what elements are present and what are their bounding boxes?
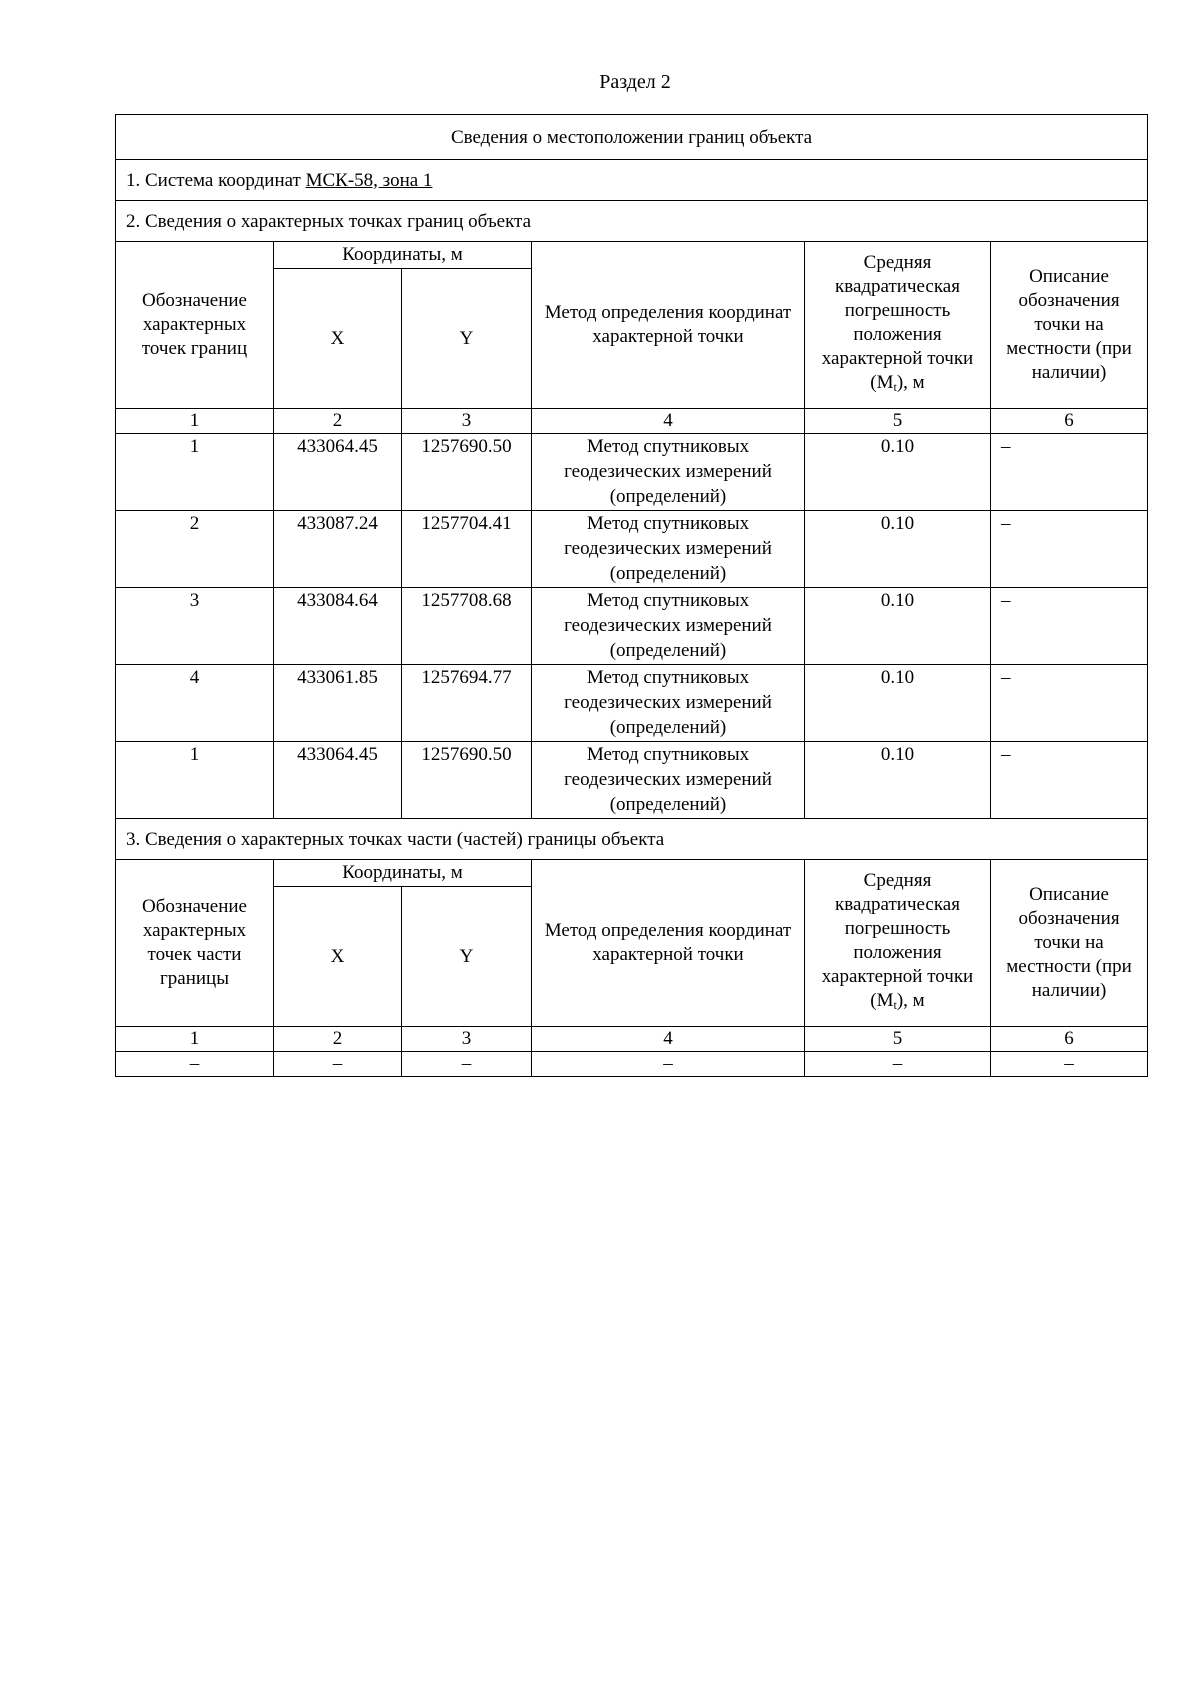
section2-col-numbers-row <box>116 409 1148 434</box>
method-cell: Метод спутниковых геодезических измерений (определений) <box>532 742 805 819</box>
table-row <box>116 588 1148 665</box>
section2-title: 2. Сведения о характерных точках границ объекта <box>116 201 1148 242</box>
table-row <box>116 742 1148 819</box>
table-row <box>116 665 1148 742</box>
col-number: 3 <box>402 409 532 434</box>
description-cell: – <box>991 1052 1148 1077</box>
section3-title-row <box>116 819 1148 860</box>
coordinate-system-value: МСК-58, зона 1 <box>305 169 433 191</box>
col-number: 1 <box>116 1027 274 1052</box>
section3-header-method: Метод определения координат характерной точки <box>532 860 805 1027</box>
col-number: 6 <box>991 1027 1148 1052</box>
col-number: 6 <box>991 409 1148 434</box>
table-row <box>116 511 1148 588</box>
boundary-table <box>115 114 1148 1077</box>
section3-header-error-main: Средняя квадратическая погрешность положения характерной точки (M <box>821 870 974 1011</box>
section3-header-designation: Обозначение характерных точек части границы <box>116 860 274 1027</box>
section2-header-y: Y <box>402 269 532 409</box>
y-cell: 1257704.41 <box>402 511 532 588</box>
coordinate-system-row <box>116 160 1148 201</box>
col-number: 4 <box>532 1027 805 1052</box>
section2-header-designation: Обозначение характерных точек границ <box>116 242 274 409</box>
description-cell: – <box>991 511 1148 588</box>
page-header: Раздел 2 <box>599 71 671 93</box>
col-number: 4 <box>532 409 805 434</box>
y-cell: 1257694.77 <box>402 665 532 742</box>
col-number: 2 <box>274 409 402 434</box>
point-cell: 1 <box>116 434 274 511</box>
col-number: 2 <box>274 1027 402 1052</box>
coordinate-system-cell <box>116 160 1148 201</box>
x-cell: 433084.64 <box>274 588 402 665</box>
point-cell: 2 <box>116 511 274 588</box>
method-cell: Метод спутниковых геодезических измерений (определений) <box>532 588 805 665</box>
table-title-row <box>116 115 1148 160</box>
section3-header-error-tail: ), м <box>896 990 925 1011</box>
description-cell: – <box>991 434 1148 511</box>
error-cell: 0.10 <box>805 665 991 742</box>
point-cell: 4 <box>116 665 274 742</box>
col-number: 3 <box>402 1027 532 1052</box>
section3-header-y: Y <box>402 887 532 1027</box>
section2-header-description: Описание обозначения точки на местности (при наличии) <box>991 242 1148 409</box>
section2-title-row <box>116 201 1148 242</box>
description-cell: – <box>991 588 1148 665</box>
section2-header-x: X <box>274 269 402 409</box>
x-cell: – <box>274 1052 402 1077</box>
method-cell: – <box>532 1052 805 1077</box>
y-cell: – <box>402 1052 532 1077</box>
section3-header-description: Описание обозначения точки на местности (при наличии) <box>991 860 1148 1027</box>
method-cell: Метод спутниковых геодезических измерений (определений) <box>532 665 805 742</box>
col-number: 5 <box>805 409 991 434</box>
error-cell: 0.10 <box>805 588 991 665</box>
section3-header-x: X <box>274 887 402 1027</box>
error-cell: 0.10 <box>805 511 991 588</box>
section2-header-coordinates: Координаты, м <box>274 242 532 269</box>
point-cell: – <box>116 1052 274 1077</box>
section2-header-error-sub: t <box>893 380 897 394</box>
section3-header-error <box>805 860 991 1027</box>
x-cell: 433064.45 <box>274 742 402 819</box>
section2-header-error <box>805 242 991 409</box>
method-cell: Метод спутниковых геодезических измерений (определений) <box>532 511 805 588</box>
description-cell: – <box>991 742 1148 819</box>
table-row <box>116 434 1148 511</box>
y-cell: 1257690.50 <box>402 742 532 819</box>
y-cell: 1257690.50 <box>402 434 532 511</box>
section2-header-method: Метод определения координат характерной точки <box>532 242 805 409</box>
x-cell: 433087.24 <box>274 511 402 588</box>
point-cell: 3 <box>116 588 274 665</box>
section2-header-error-tail: ), м <box>896 372 925 393</box>
section3-header-coordinates: Координаты, м <box>274 860 532 887</box>
section3-col-numbers-row <box>116 1027 1148 1052</box>
x-cell: 433064.45 <box>274 434 402 511</box>
section2-header-error-main: Средняя квадратическая погрешность положения характерной точки (M <box>821 252 974 393</box>
col-number: 1 <box>116 409 274 434</box>
section3-title: 3. Сведения о характерных точках части (частей) границы объекта <box>116 819 1148 860</box>
col-number: 5 <box>805 1027 991 1052</box>
point-cell: 1 <box>116 742 274 819</box>
table-row <box>116 1052 1148 1077</box>
section3-header-error-sub: t <box>893 998 897 1012</box>
y-cell: 1257708.68 <box>402 588 532 665</box>
error-cell: 0.10 <box>805 434 991 511</box>
description-cell: – <box>991 665 1148 742</box>
section3-header-row <box>116 860 1148 887</box>
error-cell: 0.10 <box>805 742 991 819</box>
table-title: Сведения о местоположении границ объекта <box>116 115 1148 160</box>
section2-header-row <box>116 242 1148 269</box>
error-cell: – <box>805 1052 991 1077</box>
method-cell: Метод спутниковых геодезических измерений (определений) <box>532 434 805 511</box>
coordinate-system-label: 1. Система координат <box>126 169 306 191</box>
x-cell: 433061.85 <box>274 665 402 742</box>
